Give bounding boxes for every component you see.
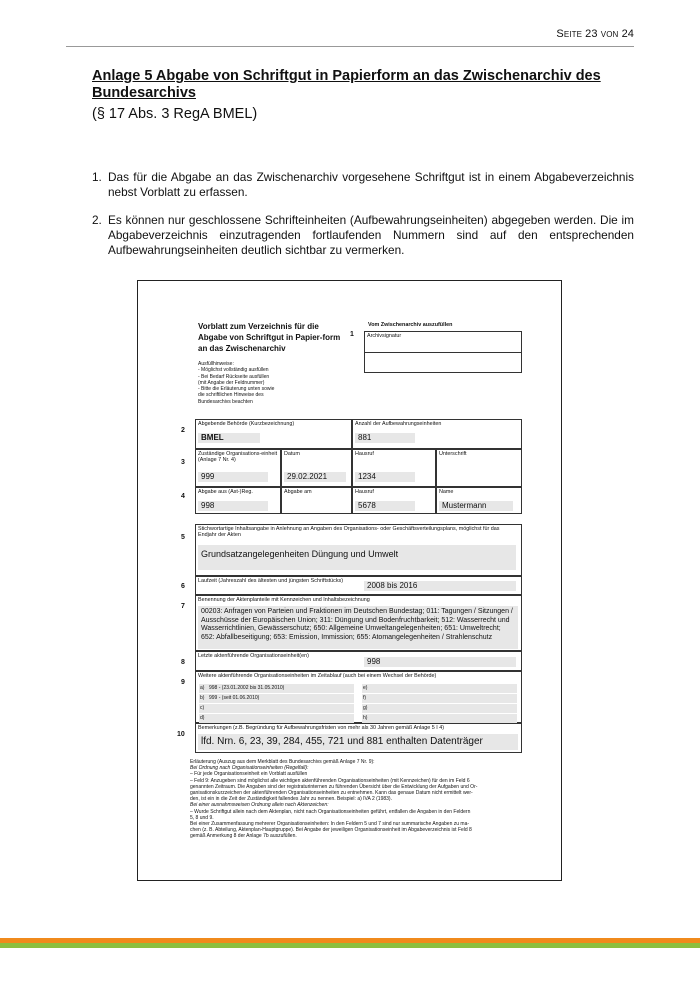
field-number-7: 7 [181,603,185,610]
weitere-row [199,684,354,693]
field-number-4: 4 [181,493,185,500]
note-line: - Bei Bedarf Rückseite ausfüllen [198,373,270,380]
archivsignatur-box-2 [364,352,522,373]
legend-line: Erläuterung (Auszug aus dem Merkblatt des Bundesarchivs gemäß Anlage 7 Nr. 9): [190,759,375,765]
behoerde-box [195,419,352,449]
behoerde-value: BMEL [198,433,260,443]
list-text: Es können nur geschlossene Schrifteinheiten (Aufbewahrungseinheiten) abgegeben werden. Die im Abgabeverzeichnis einzutragenden fortlaufenden Nummern sind auf den entsprechenden Aufbewahrungseinheiten deutlich sichtbar zu vermerken. [108,213,634,257]
header-divider [66,46,634,47]
unterschrift-label: Unterschrift [439,451,467,457]
note-line: - Bitte die Erläuterung unten sowie [198,386,275,393]
inhalt-box [195,524,522,576]
weitere-key: a) [200,685,205,691]
aktenplan-label: Benennung der Aktenplanteile mit Kennzeichen und Inhaltsbezeichnung [198,597,370,603]
weitere-key: e) [363,685,368,691]
letzte-value: 998 [364,657,516,667]
page-label: Seite [556,28,583,40]
legend-line: Bei einer Zusammenfassung mehrerer Organisationseinheiten: In den Feldern 5 und 7 sind nur summarische Angaben zu ma- [190,821,470,828]
aktenplan-value: 00203: Anfragen von Parteien und Fraktionen im Deutschen Bundestag; 011: Tagungen / Sitzungen / Ausschüsse der Europäischen Union; 311: Düngung und Bodenfruchtbarkeit; 512: Wasserrecht und Wasserrichtlinien, Gewässerschutz; 650: Allgemeine Umweltangelegenheiten; 651: Umweltrecht; 652: Abfallbeseitigung; 653: Emission, Immission; 655: Atomangelegenheiten / Strahlenschutz [198,606,518,649]
weitere-row [362,704,517,713]
current-page: 23 [585,28,598,40]
note-line: Ausfüllhinweise: [198,361,234,367]
hausruf2-label: Hausruf [355,489,374,495]
inhalt-value: Grundsatzangelegenheiten Düngung und Umwelt [198,545,516,570]
anzahl-box [352,419,522,449]
weitere-row [199,694,354,703]
bemerkungen-value: lfd. Nrn. 6, 23, 39, 284, 455, 721 und 881 enthalten Datenträger [198,734,518,750]
legend-line: – Feld 9: Anzugeben sind möglichst alle wichtigen aktenführenden Organisationseinheiten (mit Kennzeichen) für den im Feld 6 [190,777,470,784]
org-value: 999 [198,472,268,482]
weitere-value: 998 - (23.01.2002 bis 31.05.2010) [209,685,285,691]
abgabe-aus-label: Abgabe aus (Ast-)Reg. [198,489,253,495]
datum-value: 29.02.2021 [284,472,346,482]
letzte-label: Letzte aktenführende Organisationseinheit(en) [198,653,309,659]
total-pages: 24 [621,28,634,40]
note-line: Bundesarchivs beachten [198,398,253,405]
bemerkungen-label: Bemerkungen (z.B. Begründung für Aufbewahrungsfristen von mehr als 30 Jahren gemäß Anlage 5 I 4) [198,725,445,731]
form-scan [137,280,562,881]
list-text: Das für die Abgabe an das Zwischenarchiv vorgesehene Schriftgut ist in einem Abgabeverzeichnis nebst Vorblatt zu erfassen. [108,170,634,199]
weitere-row [199,714,354,723]
weitere-box [195,671,522,723]
hausruf2-value: 5678 [355,501,415,511]
archivsignatur-label: Archivsignatur [367,333,402,339]
abgabe-am-label: Abgabe am [284,489,312,495]
weitere-key: g) [363,705,368,711]
zwischenarchiv-label: Vom Zwischenarchiv auszufüllen [368,322,453,328]
list-item [92,170,634,200]
weitere-row [199,704,354,713]
legend-line: – Wurde Schriftgut allein nach dem Aktenplan, nicht nach Organisationseinheiten geführt, entfallen die Angaben in den Feldern [190,808,471,815]
letzte-box [195,651,522,671]
weitere-label: Weitere aktenführende Organisationseinheiten im Zeitablauf (auch bei einem Wechsel der Behörde) [198,673,437,679]
legend-line: gemäß Anmerkung 8 der Anlage 7b auszufüllen. [190,833,297,840]
field-number-1: 1 [350,331,354,338]
legend-line: Bei einer ausnahmsweisen Ordnung allein nach Aktenzeichen: [190,802,329,809]
form-title: Vorblatt zum Verzeichnis für die Abgabe von Schriftgut in Papier-form an das Zwischenarchiv [198,322,341,353]
form-legend [190,759,525,840]
aktenplan-box [195,595,522,651]
weitere-key: h) [363,715,368,721]
weitere-key: f) [363,695,367,701]
weitere-key: d) [200,715,205,721]
legend-line: 5, 8 und 9. [190,814,214,821]
legend-line: Bei Ordnung nach Organisationseinheiten (Regelfall): [190,765,309,772]
datum-box [281,449,352,487]
laufzeit-label: Laufzeit (Jahreszahl des ältesten und jüngsten Schriftstücks) [198,578,344,584]
field-number-5: 5 [181,534,185,541]
document-subtitle: (§ 17 Abs. 3 RegA BMEL) [92,106,258,122]
anzahl-value: 881 [355,433,415,443]
note-line: - Möglichst vollständig ausfüllen [198,367,269,374]
document-title: Anlage 5 Abgabe von Schriftgut in Papierform an das Zwischenarchiv des Bundesarchivs [92,68,601,101]
datum-label: Datum [284,451,300,457]
abgabe-am-box [281,487,352,514]
weitere-row [362,684,517,693]
footer-stripe-green [0,943,700,948]
laufzeit-box [195,576,522,595]
legend-line: den, ist ein in die Zeit der Zuständigkeit fallendes Jahr zu nennen. Beispiel: a) IVA 2 (1983). [190,796,392,803]
unterschrift-box [436,449,522,487]
list-number: 1. [92,170,102,184]
list-number: 2. [92,213,102,227]
legend-line: – Für jede Organisationseinheit ein Vorblatt ausfüllen [190,771,308,778]
hausruf2-box [352,487,436,514]
page-of-label: von [600,28,619,40]
weitere-value: 999 - (seit 01.06.2010) [209,695,260,701]
field-number-10: 10 [177,731,185,738]
weitere-key: c) [200,705,205,711]
legend-line: genannten Zeitraum. Die Angaben sind der registraturinternen zu führenden Übersicht über die Entwicklung der Aufgaben und Or- [190,783,478,790]
weitere-row [362,694,517,703]
note-line: (mit Angabe der Feldnummer) [198,379,265,386]
org-box [195,449,281,487]
hausruf-box [352,449,436,487]
abgabe-aus-box [195,487,281,514]
field-number-8: 8 [181,659,185,666]
list-item [92,213,634,258]
hausruf-value: 1234 [355,472,415,482]
abgabe-aus-value: 998 [198,501,268,511]
field-number-2: 2 [181,427,185,434]
field-number-3: 3 [181,459,185,466]
org-label: Zuständige Organisations-einheit (Anlage 7 Nr. 4) [198,451,278,463]
legend-line: ganisationskurzzeichen der aktenführenden Organisationseinheiten zu entnehmen. Kann das genaue Datum nicht ermittelt wer- [190,790,473,797]
note-line: die schriftlichen Hinweise des [198,392,264,399]
weitere-row [362,714,517,723]
archivsignatur-box [364,331,522,353]
field-number-6: 6 [181,583,185,590]
inhalt-label: Stichwortartige Inhaltsangabe in Anlehnung an Angaben des Organisations- oder Geschäftsverteilungsplans, möglichst für das Endjahr der Akten [198,526,500,538]
name-label: Name [439,489,454,495]
laufzeit-value: 2008 bis 2016 [364,581,516,591]
page-number [556,28,634,40]
bemerkungen-box [195,723,522,753]
behoerde-label: Abgebende Behörde (Kurzbezeichnung) [198,421,295,427]
weitere-left-list [199,684,354,723]
weitere-right-list [362,684,517,723]
name-value: Mustermann [439,501,513,511]
hausruf-label: Hausruf [355,451,374,457]
name-box [436,487,522,514]
legend-line: chen (z. B. Abteilung, Aktenplan-Hauptgruppe). Bei Angabe der jeweiligen Organisationseinheit im Abgabeverzeichnis ist Feld 8 [190,827,472,834]
instruction-list [92,170,634,271]
form-notes [198,361,318,405]
anzahl-label: Anzahl der Aufbewahrungseinheiten [355,421,442,427]
field-number-9: 9 [181,679,185,686]
weitere-key: b) [200,695,205,701]
